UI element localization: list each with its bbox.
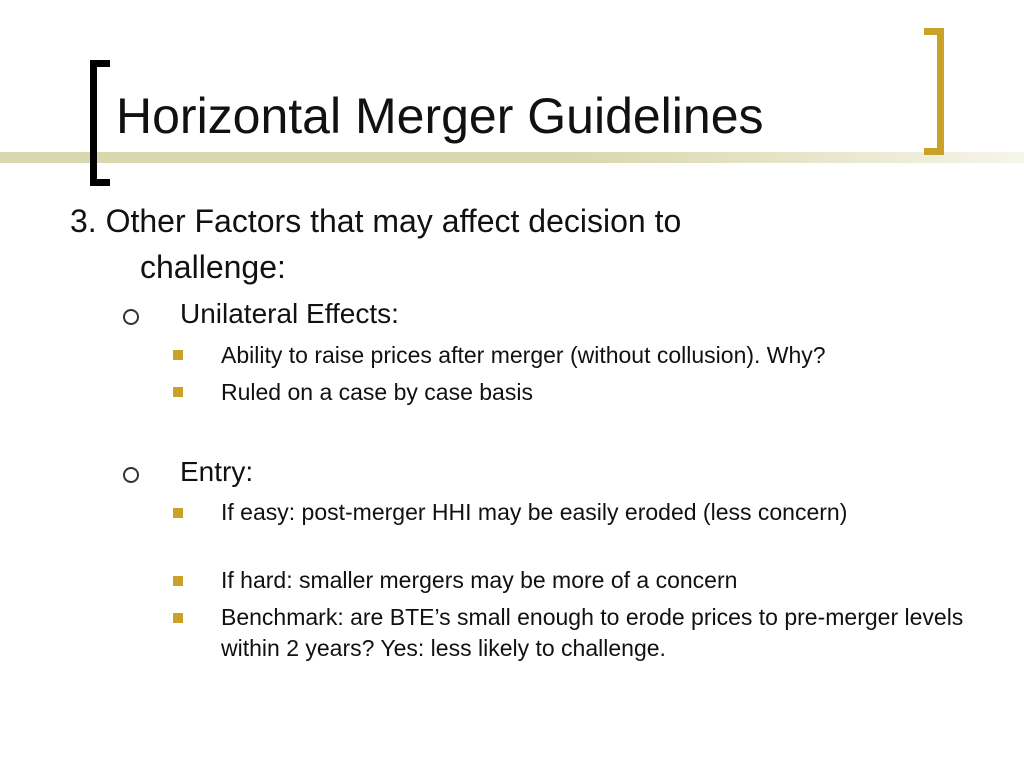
bullet-if-hard: If hard: smaller mergers may be more of a concern — [221, 567, 738, 593]
bullet-if-easy: If easy: post-merger HHI may be easily eroded (less concern) — [221, 499, 848, 525]
section-heading-entry: Entry: — [180, 456, 254, 487]
slide-title: Horizontal Merger Guidelines — [116, 88, 764, 144]
hollow-circle-bullet-icon — [123, 309, 139, 325]
square-bullet-icon — [173, 350, 183, 360]
main-point-line-1: 3. Other Factors that may affect decision to — [70, 203, 682, 239]
bullet-benchmark: Benchmark: are BTE’s small enough to erode prices to pre-merger levels within 2 years? Yes: less likely to challenge. — [221, 604, 964, 661]
square-bullet-icon — [173, 576, 183, 586]
main-point-line-2: challenge: — [140, 249, 286, 285]
section-heading-unilateral-effects: Unilateral Effects: — [180, 298, 399, 329]
square-bullet-icon — [173, 613, 183, 623]
square-bullet-icon — [173, 508, 183, 518]
square-bullet-icon — [173, 387, 183, 397]
bullet-case-by-case: Ruled on a case by case basis — [221, 379, 533, 405]
hollow-circle-bullet-icon — [123, 467, 139, 483]
bullet-raise-prices: Ability to raise prices after merger (without collusion). Why? — [221, 342, 826, 368]
main-point — [70, 198, 870, 290]
